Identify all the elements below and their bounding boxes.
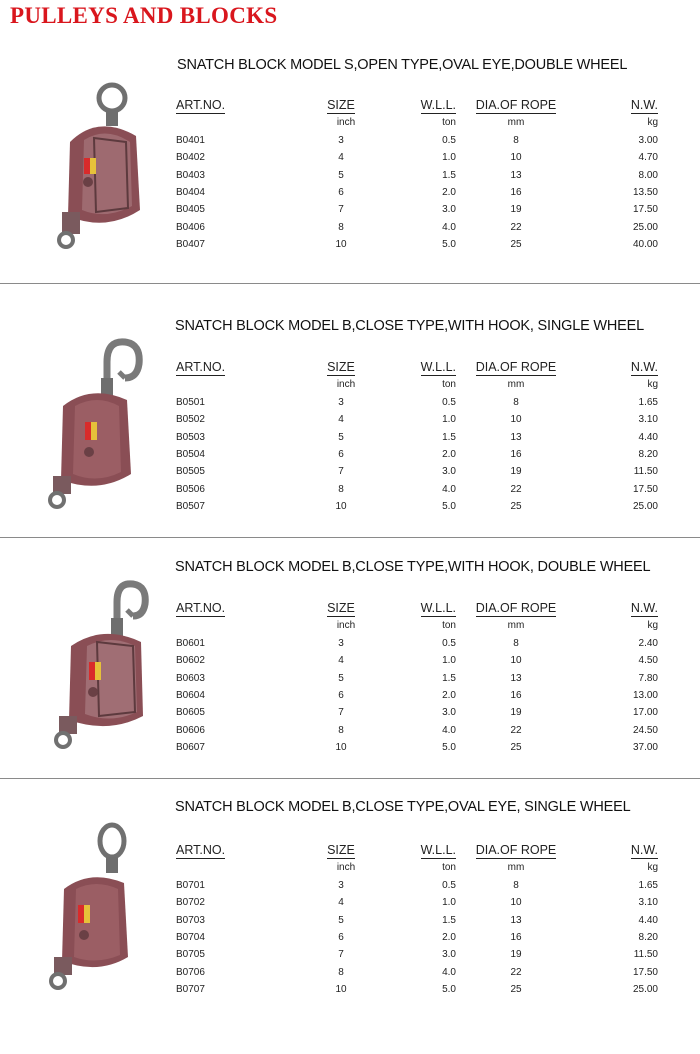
section-title: SNATCH BLOCK MODEL B,CLOSE TYPE,OVAL EYE, SINGLE WHEEL — [175, 799, 631, 815]
cell-wll: 1.5 — [442, 431, 456, 443]
cell-dia-of-rope: 25 — [510, 984, 522, 996]
cell-dia-of-rope: 10 — [510, 414, 522, 426]
snatch-block-single-wheel-oval-eye-image — [38, 819, 138, 999]
cell-wll: 4.0 — [442, 724, 456, 736]
table-row — [176, 981, 658, 998]
units-row — [176, 114, 658, 131]
table-row — [176, 167, 658, 184]
table-body — [176, 877, 658, 999]
spec-table — [176, 842, 658, 999]
unit-dia: mm — [507, 620, 525, 632]
table-row — [176, 635, 658, 652]
col-nw: N.W. — [630, 601, 658, 615]
cell-size: 5 — [338, 672, 344, 684]
table-row — [176, 481, 658, 498]
product-section-b05 — [0, 284, 700, 537]
cell-wll: 1.0 — [442, 897, 456, 909]
cell-size: 5 — [338, 914, 344, 926]
cell-art-no: B0703 — [176, 914, 205, 926]
cell-art-no: B0704 — [176, 932, 205, 944]
cell-wll: 4.0 — [442, 221, 456, 233]
cell-art-no: B0501 — [176, 396, 205, 408]
unit-nw: kg — [647, 620, 658, 632]
table-row — [176, 687, 658, 704]
cell-art-no: B0506 — [176, 483, 205, 495]
cell-dia-of-rope: 13 — [510, 169, 522, 181]
cell-size: 3 — [338, 396, 344, 408]
snatch-block-double-wheel-oval-eye-image — [40, 82, 152, 260]
unit-wll: ton — [442, 862, 456, 874]
cell-size: 3 — [338, 134, 344, 146]
col-size: SIZE — [327, 360, 355, 374]
cell-art-no: B0505 — [176, 466, 205, 478]
col-art-no: ART.NO. — [176, 98, 226, 112]
table-row — [176, 201, 658, 218]
unit-nw: kg — [647, 379, 658, 391]
cell-nw: 11.50 — [633, 949, 658, 961]
cell-wll: 3.0 — [442, 466, 456, 478]
col-nw: N.W. — [630, 843, 658, 857]
cell-wll: 4.0 — [442, 966, 456, 978]
cell-art-no: B0504 — [176, 449, 205, 461]
cell-size: 4 — [338, 655, 344, 667]
col-wll: W.L.L. — [420, 360, 456, 374]
cell-nw: 13.50 — [632, 187, 658, 199]
cell-dia-of-rope: 8 — [513, 879, 519, 891]
cell-wll: 5.0 — [442, 239, 456, 251]
snatch-block-single-wheel-hook-image — [35, 334, 145, 519]
cell-art-no: B0606 — [176, 724, 205, 736]
col-nw: N.W. — [630, 360, 658, 374]
cell-wll: 2.0 — [442, 449, 456, 461]
cell-art-no: B0406 — [176, 221, 205, 233]
table-row — [176, 739, 658, 756]
cell-size: 7 — [338, 707, 344, 719]
table-row — [176, 964, 658, 981]
table-row — [176, 704, 658, 721]
cell-size: 7 — [338, 466, 344, 478]
cell-wll: 2.0 — [442, 690, 456, 702]
cell-size: 6 — [338, 932, 344, 944]
cell-nw: 8.00 — [638, 169, 658, 181]
cell-wll: 5.0 — [442, 501, 456, 513]
col-art-no: ART.NO. — [176, 601, 226, 615]
cell-art-no: B0705 — [176, 949, 205, 961]
cell-size: 8 — [338, 483, 344, 495]
cell-wll: 1.5 — [442, 169, 456, 181]
unit-wll: ton — [442, 620, 456, 632]
cell-dia-of-rope: 25 — [510, 501, 522, 513]
spec-table — [176, 359, 658, 516]
col-size: SIZE — [327, 843, 355, 857]
cell-nw: 17.00 — [632, 707, 658, 719]
cell-art-no: B0407 — [176, 239, 205, 251]
cell-wll: 1.0 — [442, 655, 456, 667]
cell-dia-of-rope: 16 — [510, 932, 522, 944]
cell-wll: 0.5 — [442, 396, 456, 408]
cell-dia-of-rope: 22 — [510, 483, 522, 495]
table-row — [176, 670, 658, 687]
table-row — [176, 946, 658, 963]
cell-art-no: B0402 — [176, 152, 205, 164]
table-body — [176, 132, 658, 254]
table-row — [176, 929, 658, 946]
cell-art-no: B0507 — [176, 501, 205, 513]
page-title: PULLEYS AND BLOCKS — [10, 3, 278, 28]
cell-nw: 25.00 — [632, 984, 658, 996]
cell-dia-of-rope: 10 — [510, 897, 522, 909]
col-art-no: ART.NO. — [176, 843, 226, 857]
cell-nw: 1.65 — [638, 879, 658, 891]
cell-wll: 2.0 — [442, 932, 456, 944]
cell-dia-of-rope: 16 — [510, 690, 522, 702]
cell-size: 8 — [338, 221, 344, 233]
cell-art-no: B0603 — [176, 672, 205, 684]
cell-size: 4 — [338, 414, 344, 426]
cell-size: 5 — [338, 169, 344, 181]
table-row — [176, 184, 658, 201]
cell-nw: 24.50 — [632, 724, 658, 736]
cell-dia-of-rope: 13 — [510, 914, 522, 926]
cell-nw: 3.10 — [638, 414, 658, 426]
unit-nw: kg — [647, 117, 658, 129]
cell-wll: 5.0 — [442, 984, 456, 996]
cell-dia-of-rope: 10 — [510, 152, 522, 164]
section-title: SNATCH BLOCK MODEL B,CLOSE TYPE,WITH HOOK, SINGLE WHEEL — [175, 318, 644, 334]
cell-wll: 2.0 — [442, 187, 456, 199]
cell-size: 7 — [338, 949, 344, 961]
cell-size: 4 — [338, 152, 344, 164]
cell-art-no: B0601 — [176, 637, 205, 649]
cell-art-no: B0702 — [176, 897, 205, 909]
cell-nw: 11.50 — [633, 466, 658, 478]
cell-nw: 4.40 — [638, 914, 658, 926]
unit-wll: ton — [442, 117, 456, 129]
cell-wll: 0.5 — [442, 879, 456, 891]
col-nw: N.W. — [630, 98, 658, 112]
table-row — [176, 652, 658, 669]
header-row — [176, 97, 658, 114]
table-row — [176, 722, 658, 739]
cell-dia-of-rope: 25 — [510, 742, 522, 754]
table-row — [176, 498, 658, 515]
table-row — [176, 132, 658, 149]
header-row — [176, 359, 658, 376]
cell-size: 10 — [335, 501, 347, 513]
cell-size: 6 — [338, 187, 344, 199]
cell-nw: 17.50 — [632, 204, 658, 216]
cell-art-no: B0403 — [176, 169, 205, 181]
cell-size: 7 — [338, 204, 344, 216]
spec-table — [176, 600, 658, 757]
cell-art-no: B0607 — [176, 742, 205, 754]
unit-nw: kg — [647, 862, 658, 874]
cell-art-no: B0604 — [176, 690, 205, 702]
cell-art-no: B0701 — [176, 879, 205, 891]
cell-size: 10 — [335, 984, 347, 996]
cell-wll: 3.0 — [442, 707, 456, 719]
cell-size: 8 — [338, 724, 344, 736]
table-row — [176, 149, 658, 166]
cell-dia-of-rope: 16 — [510, 187, 522, 199]
cell-dia-of-rope: 8 — [513, 396, 519, 408]
cell-size: 8 — [338, 966, 344, 978]
cell-nw: 37.00 — [632, 742, 658, 754]
cell-nw: 17.50 — [632, 966, 658, 978]
spec-table — [176, 97, 658, 254]
col-wll: W.L.L. — [420, 98, 456, 112]
cell-wll: 1.0 — [442, 152, 456, 164]
table-body — [176, 635, 658, 757]
table-row — [176, 219, 658, 236]
cell-wll: 0.5 — [442, 637, 456, 649]
col-art-no: ART.NO. — [176, 360, 226, 374]
table-row — [176, 446, 658, 463]
cell-nw: 7.80 — [638, 672, 658, 684]
cell-wll: 0.5 — [442, 134, 456, 146]
cell-wll: 1.5 — [442, 672, 456, 684]
table-row — [176, 894, 658, 911]
cell-size: 3 — [338, 879, 344, 891]
cell-art-no: B0502 — [176, 414, 205, 426]
col-dia-of-rope: DIA.OF ROPE — [475, 843, 557, 857]
unit-dia: mm — [507, 379, 525, 391]
cell-dia-of-rope: 10 — [510, 655, 522, 667]
col-size: SIZE — [327, 601, 355, 615]
cell-art-no: B0602 — [176, 655, 205, 667]
table-body — [176, 394, 658, 516]
cell-nw: 8.20 — [638, 449, 658, 461]
unit-size: inch — [336, 117, 356, 129]
table-row — [176, 463, 658, 480]
cell-dia-of-rope: 22 — [510, 724, 522, 736]
unit-size: inch — [336, 862, 356, 874]
cell-wll: 3.0 — [442, 949, 456, 961]
col-dia-of-rope: DIA.OF ROPE — [475, 98, 557, 112]
table-row — [176, 411, 658, 428]
cell-size: 10 — [335, 742, 347, 754]
table-row — [176, 912, 658, 929]
col-dia-of-rope: DIA.OF ROPE — [475, 601, 557, 615]
cell-nw: 40.00 — [632, 239, 658, 251]
cell-dia-of-rope: 8 — [513, 637, 519, 649]
cell-size: 5 — [338, 431, 344, 443]
cell-dia-of-rope: 16 — [510, 449, 522, 461]
cell-wll: 1.5 — [442, 914, 456, 926]
cell-dia-of-rope: 13 — [510, 431, 522, 443]
table-row — [176, 394, 658, 411]
cell-nw: 8.20 — [638, 932, 658, 944]
units-row — [176, 376, 658, 393]
units-row — [176, 617, 658, 634]
cell-dia-of-rope: 19 — [510, 707, 522, 719]
cell-art-no: B0503 — [176, 431, 205, 443]
cell-size: 4 — [338, 897, 344, 909]
unit-size: inch — [336, 379, 356, 391]
col-wll: W.L.L. — [420, 601, 456, 615]
product-section-b06 — [0, 538, 700, 778]
table-row — [176, 429, 658, 446]
cell-size: 10 — [335, 239, 347, 251]
cell-wll: 3.0 — [442, 204, 456, 216]
unit-dia: mm — [507, 117, 525, 129]
snatch-block-double-wheel-hook-image — [45, 576, 155, 756]
cell-art-no: B0706 — [176, 966, 205, 978]
header-row — [176, 842, 658, 859]
cell-size: 6 — [338, 449, 344, 461]
cell-nw: 4.70 — [638, 152, 658, 164]
cell-dia-of-rope: 19 — [510, 204, 522, 216]
unit-dia: mm — [507, 862, 525, 874]
cell-nw: 2.40 — [638, 637, 658, 649]
units-row — [176, 859, 658, 876]
cell-art-no: B0401 — [176, 134, 205, 146]
col-size: SIZE — [327, 98, 355, 112]
cell-nw: 4.50 — [638, 655, 658, 667]
cell-size: 6 — [338, 690, 344, 702]
section-title: SNATCH BLOCK MODEL B,CLOSE TYPE,WITH HOOK, DOUBLE WHEEL — [175, 559, 651, 575]
cell-nw: 3.00 — [638, 134, 658, 146]
cell-wll: 5.0 — [442, 742, 456, 754]
unit-wll: ton — [442, 379, 456, 391]
cell-art-no: B0707 — [176, 984, 205, 996]
cell-nw: 25.00 — [632, 221, 658, 233]
col-wll: W.L.L. — [420, 843, 456, 857]
product-section-b04 — [0, 0, 700, 283]
cell-wll: 4.0 — [442, 483, 456, 495]
table-row — [176, 236, 658, 253]
table-row — [176, 877, 658, 894]
cell-dia-of-rope: 22 — [510, 966, 522, 978]
product-section-b07 — [0, 779, 700, 1054]
cell-dia-of-rope: 13 — [510, 672, 522, 684]
col-dia-of-rope: DIA.OF ROPE — [475, 360, 557, 374]
cell-nw: 13.00 — [632, 690, 658, 702]
unit-size: inch — [336, 620, 356, 632]
cell-nw: 25.00 — [632, 501, 658, 513]
cell-size: 3 — [338, 637, 344, 649]
cell-nw: 3.10 — [638, 897, 658, 909]
cell-dia-of-rope: 19 — [510, 949, 522, 961]
cell-nw: 17.50 — [632, 483, 658, 495]
cell-dia-of-rope: 19 — [510, 466, 522, 478]
cell-nw: 1.65 — [638, 396, 658, 408]
cell-wll: 1.0 — [442, 414, 456, 426]
cell-dia-of-rope: 25 — [510, 239, 522, 251]
cell-dia-of-rope: 22 — [510, 221, 522, 233]
cell-art-no: B0405 — [176, 204, 205, 216]
cell-dia-of-rope: 8 — [513, 134, 519, 146]
cell-nw: 4.40 — [638, 431, 658, 443]
cell-art-no: B0404 — [176, 187, 205, 199]
section-title: SNATCH BLOCK MODEL S,OPEN TYPE,OVAL EYE,DOUBLE WHEEL — [177, 57, 628, 73]
cell-art-no: B0605 — [176, 707, 205, 719]
header-row — [176, 600, 658, 617]
